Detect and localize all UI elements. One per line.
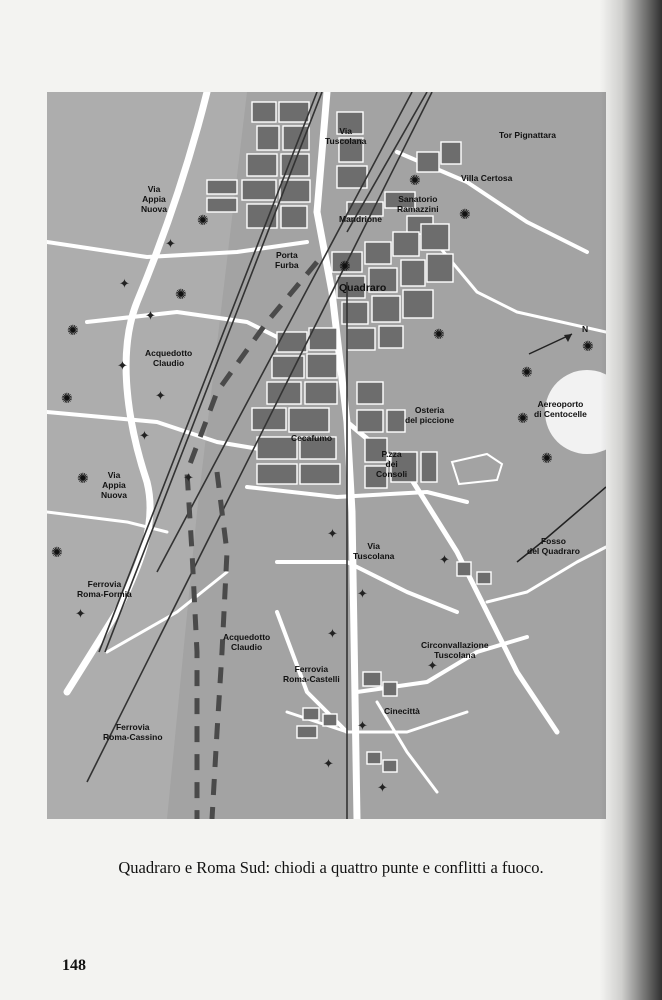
four-pointed-nail-icon: ✦ xyxy=(327,627,338,642)
label-quadraro: Quadraro xyxy=(339,282,387,294)
four-pointed-nail-icon: ✦ xyxy=(75,607,86,622)
label-circonvallazione-tuscolana: Circonvallazione Tuscolana xyxy=(421,640,489,660)
four-pointed-nail-icon: ✦ xyxy=(117,359,128,374)
four-pointed-nail-icon: ✦ xyxy=(357,587,368,602)
label-ferrovia-roma-castelli: Ferrovia Roma-Castelli xyxy=(283,664,340,684)
fire-burst-icon: ✺ xyxy=(459,207,471,223)
label-tor-pignattara: Tor Pignattara xyxy=(499,130,556,140)
fire-burst-icon: ✺ xyxy=(582,339,594,355)
four-pointed-nail-icon: ✦ xyxy=(139,429,150,444)
label-cecafumo: Cecafumo xyxy=(291,433,333,443)
label-cinecitta: Cinecittà xyxy=(384,706,420,716)
four-pointed-nail-icon: ✦ xyxy=(327,527,338,542)
label-via-appia-nuova-north: Via Appia Nuova xyxy=(141,184,167,214)
label-ferrovia-roma-cassino: Ferrovia Roma-Cassino xyxy=(103,722,163,742)
fire-burst-icon: ✺ xyxy=(175,287,187,303)
fire-burst-icon: ✺ xyxy=(339,259,351,275)
four-pointed-nail-icon: ✦ xyxy=(427,659,438,674)
page-number: 148 xyxy=(62,957,86,974)
compass-north-label: N xyxy=(582,324,589,334)
fire-burst-icon: ✺ xyxy=(67,323,79,339)
label-via-appia-nuova-south: Via Appia Nuova xyxy=(101,470,127,500)
label-villa-certosa: Villa Certosa xyxy=(461,173,513,183)
fire-burst-icon: ✺ xyxy=(61,391,73,407)
label-sanatorio-ramazzini: Sanatorio Ramazzini xyxy=(397,194,439,214)
label-ferrovia-roma-formia: Ferrovia Roma-Formia xyxy=(77,579,132,599)
four-pointed-nail-icon: ✦ xyxy=(155,389,166,404)
four-pointed-nail-icon: ✦ xyxy=(377,781,388,796)
four-pointed-nail-icon: ✦ xyxy=(165,237,176,252)
four-pointed-nail-icon: ✦ xyxy=(119,277,130,292)
label-aeroporto-centocelle: Aereoporto di Centocelle xyxy=(534,399,587,419)
fire-burst-icon: ✺ xyxy=(197,213,209,229)
label-porta-furba: Porta Furba xyxy=(275,250,299,270)
four-pointed-nail-icon: ✦ xyxy=(439,553,450,568)
label-acquedotto-claudio-north: Acquedotto Claudio xyxy=(145,348,193,368)
map xyxy=(47,92,606,819)
map-drawing xyxy=(47,92,606,819)
page-edge-shadow xyxy=(600,0,662,1000)
fire-burst-icon: ✺ xyxy=(517,411,529,427)
label-mandrione: Mandrione xyxy=(339,214,382,224)
label-pzza-dei-consoli: P.zza dei Consoli xyxy=(376,449,408,479)
fire-burst-icon: ✺ xyxy=(77,471,89,487)
fire-burst-icon: ✺ xyxy=(541,451,553,467)
four-pointed-nail-icon: ✦ xyxy=(323,757,334,772)
four-pointed-nail-icon: ✦ xyxy=(357,719,368,734)
label-fosso-del-quadraro: Fosso del Quadraro xyxy=(527,536,580,556)
four-pointed-nail-icon: ✦ xyxy=(145,309,156,324)
label-via-tuscolana-south: Via Tuscolana xyxy=(353,541,395,561)
fire-burst-icon: ✺ xyxy=(51,545,63,561)
piazza-outline xyxy=(452,454,502,484)
fire-burst-icon: ✺ xyxy=(409,173,421,189)
fire-burst-icon: ✺ xyxy=(433,327,445,343)
label-acquedotto-claudio-south: Acquedotto Claudio xyxy=(223,632,271,652)
four-pointed-nail-icon: ✦ xyxy=(183,471,194,486)
fire-burst-icon: ✺ xyxy=(521,365,533,381)
label-via-tuscolana-north: Via Tuscolana xyxy=(325,126,367,146)
label-osteria-del-piccione: Osteria del piccione xyxy=(405,405,455,425)
figure-caption: Quadraro e Roma Sud: chiodi a quattro punte e conflitti a fuoco. xyxy=(118,858,544,877)
